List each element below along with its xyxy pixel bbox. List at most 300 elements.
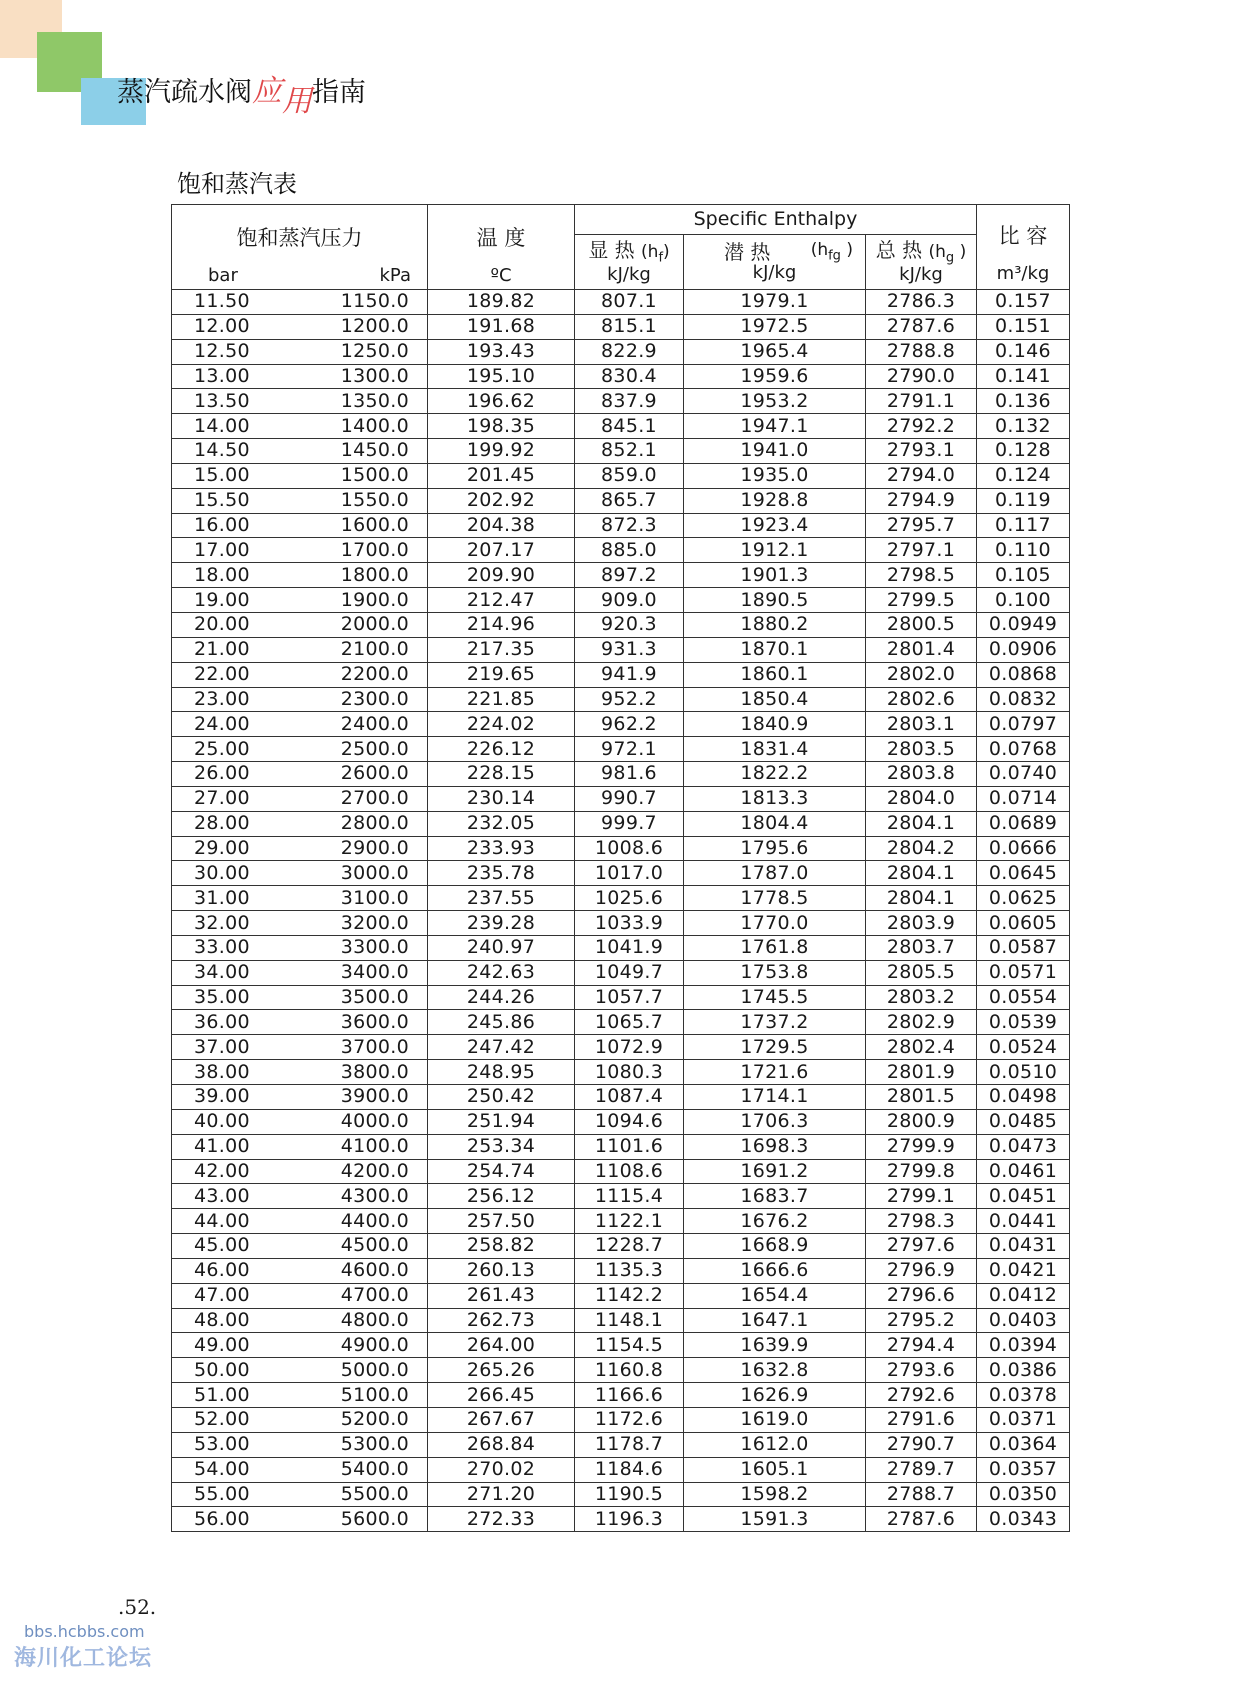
cell-pressure (172, 985, 428, 1010)
header-hg-sym: (h (928, 241, 946, 262)
cell-kpa: 4200.0 (340, 1159, 409, 1182)
table-row (172, 612, 1070, 637)
table-row (172, 985, 1070, 1010)
table-row (172, 1507, 1070, 1532)
cell-temp: 193.43 (428, 339, 575, 364)
cell-hg: 2798.3 (866, 1209, 977, 1234)
cell-hfg: 1598.2 (684, 1482, 866, 1507)
cell-hg: 2794.9 (866, 488, 977, 513)
cell-hfg: 1691.2 (684, 1159, 866, 1184)
cell-hg: 2804.1 (866, 861, 977, 886)
cell-hf: 872.3 (575, 513, 684, 538)
cell-hf: 909.0 (575, 588, 684, 613)
cell-hf: 865.7 (575, 488, 684, 513)
cell-temp: 266.45 (428, 1383, 575, 1408)
cell-hg: 2799.5 (866, 588, 977, 613)
cell-bar: 35.00 (194, 986, 250, 1009)
table-row (172, 1184, 1070, 1209)
cell-pressure (172, 1407, 428, 1432)
cell-pressure (172, 712, 428, 737)
cell-volume: 0.0378 (977, 1383, 1070, 1408)
table-row (172, 712, 1070, 737)
cell-bar: 28.00 (194, 812, 250, 835)
table-row (172, 737, 1070, 762)
cell-kpa: 1550.0 (340, 489, 409, 512)
cell-pressure (172, 1159, 428, 1184)
cell-hfg: 1912.1 (684, 538, 866, 563)
table-row (172, 1283, 1070, 1308)
cell-hf: 1049.7 (575, 960, 684, 985)
cell-kpa: 3300.0 (340, 936, 409, 959)
cell-hf: 1101.6 (575, 1134, 684, 1159)
cell-volume: 0.0689 (977, 811, 1070, 836)
header-pressure-label: 饱和蒸汽压力 (236, 225, 363, 250)
cell-hf: 815.1 (575, 314, 684, 339)
cell-volume: 0.0571 (977, 960, 1070, 985)
cell-hfg: 1972.5 (684, 314, 866, 339)
cell-hg: 2802.6 (866, 687, 977, 712)
cell-hfg: 1612.0 (684, 1432, 866, 1457)
cell-temp: 262.73 (428, 1308, 575, 1333)
header-hg-label: 总 热 (875, 237, 923, 262)
cell-pressure (172, 339, 428, 364)
cell-kpa: 1800.0 (340, 563, 409, 586)
cell-kpa: 3100.0 (340, 886, 409, 909)
cell-bar: 23.00 (194, 687, 250, 710)
cell-bar: 54.00 (194, 1458, 250, 1481)
header-unit-hf: kJ/kg (607, 264, 651, 286)
cell-hf: 1057.7 (575, 985, 684, 1010)
cell-bar: 43.00 (194, 1184, 250, 1207)
cell-volume: 0.0868 (977, 662, 1070, 687)
cell-pressure (172, 1085, 428, 1110)
cell-hf: 859.0 (575, 463, 684, 488)
table-row (172, 389, 1070, 414)
table-row (172, 1035, 1070, 1060)
cell-hfg: 1787.0 (684, 861, 866, 886)
cell-bar: 39.00 (194, 1085, 250, 1108)
cell-pressure (172, 911, 428, 936)
table-row (172, 513, 1070, 538)
cell-hfg: 1721.6 (684, 1060, 866, 1085)
cell-temp: 244.26 (428, 985, 575, 1010)
cell-temp: 214.96 (428, 612, 575, 637)
cell-hfg: 1647.1 (684, 1308, 866, 1333)
table-row (172, 588, 1070, 613)
header-unit-hg: kJ/kg (899, 264, 943, 286)
cell-bar: 22.00 (194, 663, 250, 686)
cell-hfg: 1654.4 (684, 1283, 866, 1308)
cell-kpa: 5600.0 (340, 1507, 409, 1530)
table-row (172, 836, 1070, 861)
cell-kpa: 4500.0 (340, 1234, 409, 1257)
table-row (172, 1060, 1070, 1085)
cell-temp: 202.92 (428, 488, 575, 513)
cell-temp: 264.00 (428, 1333, 575, 1358)
cell-pressure (172, 389, 428, 414)
table-row (172, 364, 1070, 389)
cell-temp: 221.85 (428, 687, 575, 712)
cell-hg: 2804.1 (866, 811, 977, 836)
cell-kpa: 2100.0 (340, 638, 409, 661)
cell-hfg: 1870.1 (684, 637, 866, 662)
cell-temp: 270.02 (428, 1457, 575, 1482)
cell-kpa: 2900.0 (340, 836, 409, 859)
table-row (172, 563, 1070, 588)
cell-hfg: 1935.0 (684, 463, 866, 488)
cell-volume: 0.132 (977, 414, 1070, 439)
cell-temp: 251.94 (428, 1109, 575, 1134)
cell-hfg: 1666.6 (684, 1258, 866, 1283)
cell-pressure (172, 687, 428, 712)
header-unit-bar: bar (208, 264, 238, 286)
cell-bar: 56.00 (194, 1507, 250, 1530)
cell-bar: 45.00 (194, 1234, 250, 1257)
cell-pressure (172, 1184, 428, 1209)
cell-hf: 1184.6 (575, 1457, 684, 1482)
cell-hfg: 1683.7 (684, 1184, 866, 1209)
table-row (172, 861, 1070, 886)
cell-volume: 0.0740 (977, 762, 1070, 787)
cell-kpa: 3600.0 (340, 1010, 409, 1033)
cell-volume: 0.0524 (977, 1035, 1070, 1060)
cell-hf: 1196.3 (575, 1507, 684, 1532)
cell-volume: 0.0441 (977, 1209, 1070, 1234)
cell-hf: 1072.9 (575, 1035, 684, 1060)
cell-hg: 2787.6 (866, 314, 977, 339)
cell-temp: 254.74 (428, 1159, 575, 1184)
cell-bar: 31.00 (194, 886, 250, 909)
cell-pressure (172, 513, 428, 538)
cell-pressure (172, 1457, 428, 1482)
cell-volume: 0.151 (977, 314, 1070, 339)
cell-hg: 2797.6 (866, 1234, 977, 1259)
cell-pressure (172, 414, 428, 439)
cell-hg: 2794.0 (866, 463, 977, 488)
cell-kpa: 1200.0 (340, 315, 409, 338)
cell-bar: 42.00 (194, 1159, 250, 1182)
cell-bar: 11.50 (194, 290, 250, 313)
cell-kpa: 2200.0 (340, 663, 409, 686)
cell-hf: 999.7 (575, 811, 684, 836)
cell-hg: 2804.2 (866, 836, 977, 861)
cell-pressure (172, 314, 428, 339)
cell-hg: 2787.6 (866, 1507, 977, 1532)
cell-pressure (172, 1209, 428, 1234)
cell-hf: 931.3 (575, 637, 684, 662)
cell-hg: 2801.9 (866, 1060, 977, 1085)
cell-temp: 217.35 (428, 637, 575, 662)
cell-hg: 2796.9 (866, 1258, 977, 1283)
cell-kpa: 5300.0 (340, 1433, 409, 1456)
cell-pressure (172, 762, 428, 787)
cell-temp: 230.14 (428, 786, 575, 811)
book-title-script-2: 用 (282, 84, 312, 119)
cell-temp: 257.50 (428, 1209, 575, 1234)
cell-hg: 2802.0 (866, 662, 977, 687)
cell-temp: 271.20 (428, 1482, 575, 1507)
table-row (172, 439, 1070, 464)
cell-kpa: 3000.0 (340, 861, 409, 884)
cell-hg: 2790.0 (866, 364, 977, 389)
cell-pressure (172, 886, 428, 911)
cell-temp: 267.67 (428, 1407, 575, 1432)
cell-pressure (172, 1109, 428, 1134)
cell-kpa: 2700.0 (340, 787, 409, 810)
table-row (172, 1358, 1070, 1383)
cell-bar: 27.00 (194, 787, 250, 810)
cell-bar: 20.00 (194, 613, 250, 636)
cell-pressure (172, 1308, 428, 1333)
cell-kpa: 3800.0 (340, 1060, 409, 1083)
cell-hf: 990.7 (575, 786, 684, 811)
cell-hfg: 1619.0 (684, 1407, 866, 1432)
cell-volume: 0.0485 (977, 1109, 1070, 1134)
cell-hf: 1041.9 (575, 935, 684, 960)
cell-temp: 209.90 (428, 563, 575, 588)
cell-volume: 0.0949 (977, 612, 1070, 637)
cell-volume: 0.0510 (977, 1060, 1070, 1085)
watermark-url: bbs.hcbbs.com (24, 1622, 145, 1641)
header-hfg-sym: (h (810, 239, 829, 260)
cell-hg: 2801.4 (866, 637, 977, 662)
table-row (172, 911, 1070, 936)
cell-hf: 1190.5 (575, 1482, 684, 1507)
cell-hfg: 1639.9 (684, 1333, 866, 1358)
cell-volume: 0.0364 (977, 1432, 1070, 1457)
cell-pressure (172, 935, 428, 960)
table-row (172, 886, 1070, 911)
cell-pressure (172, 1383, 428, 1408)
cell-bar: 13.50 (194, 389, 250, 412)
cell-kpa: 1450.0 (340, 439, 409, 462)
cell-pressure (172, 662, 428, 687)
cell-temp: 239.28 (428, 911, 575, 936)
cell-hg: 2797.1 (866, 538, 977, 563)
cell-temp: 272.33 (428, 1507, 575, 1532)
cell-volume: 0.0906 (977, 637, 1070, 662)
cell-bar: 33.00 (194, 936, 250, 959)
cell-bar: 14.50 (194, 439, 250, 462)
cell-temp: 247.42 (428, 1035, 575, 1060)
cell-hf: 1148.1 (575, 1308, 684, 1333)
cell-hf: 1122.1 (575, 1209, 684, 1234)
header-hf-sub: f (658, 250, 664, 266)
cell-bar: 40.00 (194, 1110, 250, 1133)
cell-hf: 1172.6 (575, 1407, 684, 1432)
cell-hfg: 1959.6 (684, 364, 866, 389)
cell-hfg: 1822.2 (684, 762, 866, 787)
cell-temp: 235.78 (428, 861, 575, 886)
table-row (172, 662, 1070, 687)
book-title-end: 指南 (312, 77, 366, 108)
header-unit-volume: m³/kg (996, 262, 1050, 284)
cell-hfg: 1770.0 (684, 911, 866, 936)
cell-bar: 30.00 (194, 861, 250, 884)
cell-bar: 18.00 (194, 563, 250, 586)
cell-volume: 0.0587 (977, 935, 1070, 960)
header-unit-hfg: kJ/kg (752, 262, 797, 284)
cell-hg: 2802.4 (866, 1035, 977, 1060)
book-title-main: 蒸汽疏水阀 (117, 77, 252, 108)
cell-bar: 51.00 (194, 1383, 250, 1406)
cell-volume: 0.0461 (977, 1159, 1070, 1184)
watermark-name: 海川化工论坛 (14, 1646, 153, 1671)
cell-hf: 897.2 (575, 563, 684, 588)
cell-hfg: 1947.1 (684, 414, 866, 439)
cell-temp: 196.62 (428, 389, 575, 414)
cell-pressure (172, 612, 428, 637)
cell-hfg: 1753.8 (684, 960, 866, 985)
cell-volume: 0.0605 (977, 911, 1070, 936)
table-row (172, 339, 1070, 364)
table-row (172, 960, 1070, 985)
cell-pressure (172, 364, 428, 389)
header-hfg-sub: fg (828, 248, 841, 264)
cell-kpa: 1300.0 (340, 364, 409, 387)
cell-hg: 2798.5 (866, 563, 977, 588)
cell-bar: 25.00 (194, 737, 250, 760)
cell-kpa: 5200.0 (340, 1408, 409, 1431)
cell-hfg: 1880.2 (684, 612, 866, 637)
cell-volume: 0.0431 (977, 1234, 1070, 1259)
cell-temp: 242.63 (428, 960, 575, 985)
table-row (172, 1457, 1070, 1482)
table-row (172, 1308, 1070, 1333)
cell-kpa: 1700.0 (340, 538, 409, 561)
table-row (172, 811, 1070, 836)
cell-kpa: 2000.0 (340, 613, 409, 636)
cell-hf: 1087.4 (575, 1085, 684, 1110)
cell-temp: 258.82 (428, 1234, 575, 1259)
cell-bar: 46.00 (194, 1259, 250, 1282)
cell-volume: 0.0371 (977, 1407, 1070, 1432)
cell-hfg: 1737.2 (684, 1010, 866, 1035)
cell-hfg: 1840.9 (684, 712, 866, 737)
cell-hg: 2803.8 (866, 762, 977, 787)
header-hg-sub: g (945, 250, 955, 266)
cell-temp: 261.43 (428, 1283, 575, 1308)
cell-kpa: 1400.0 (340, 414, 409, 437)
cell-hg: 2803.2 (866, 985, 977, 1010)
cell-hf: 962.2 (575, 712, 684, 737)
cell-kpa: 3900.0 (340, 1085, 409, 1108)
cell-kpa: 4400.0 (340, 1209, 409, 1232)
cell-volume: 0.0645 (977, 861, 1070, 886)
cell-temp: 268.84 (428, 1432, 575, 1457)
table-row (172, 687, 1070, 712)
cell-temp: 265.26 (428, 1358, 575, 1383)
cell-bar: 55.00 (194, 1482, 250, 1505)
cell-kpa: 2400.0 (340, 712, 409, 735)
cell-kpa: 5100.0 (340, 1383, 409, 1406)
cell-hg: 2805.5 (866, 960, 977, 985)
cell-hf: 1017.0 (575, 861, 684, 886)
cell-bar: 19.00 (194, 588, 250, 611)
cell-hf: 1178.7 (575, 1432, 684, 1457)
cell-pressure (172, 1482, 428, 1507)
cell-volume: 0.0343 (977, 1507, 1070, 1532)
cell-temp: 245.86 (428, 1010, 575, 1035)
cell-volume: 0.141 (977, 364, 1070, 389)
cell-hg: 2799.1 (866, 1184, 977, 1209)
cell-bar: 50.00 (194, 1358, 250, 1381)
cell-hf: 1080.3 (575, 1060, 684, 1085)
cell-pressure (172, 1035, 428, 1060)
cell-volume: 0.0357 (977, 1457, 1070, 1482)
cell-hg: 2793.1 (866, 439, 977, 464)
cell-volume: 0.146 (977, 339, 1070, 364)
cell-volume: 0.0539 (977, 1010, 1070, 1035)
cell-hf: 920.3 (575, 612, 684, 637)
cell-hf: 1094.6 (575, 1109, 684, 1134)
cell-hfg: 1953.2 (684, 389, 866, 414)
cell-hfg: 1831.4 (684, 737, 866, 762)
cell-hg: 2796.6 (866, 1283, 977, 1308)
cell-kpa: 3400.0 (340, 961, 409, 984)
table-row (172, 935, 1070, 960)
cell-volume: 0.136 (977, 389, 1070, 414)
cell-hfg: 1729.5 (684, 1035, 866, 1060)
cell-volume: 0.0412 (977, 1283, 1070, 1308)
cell-temp: 195.10 (428, 364, 575, 389)
cell-hg: 2804.1 (866, 886, 977, 911)
cell-temp: 248.95 (428, 1060, 575, 1085)
cell-volume: 0.0666 (977, 836, 1070, 861)
cell-hf: 952.2 (575, 687, 684, 712)
cell-bar: 15.00 (194, 464, 250, 487)
cell-hf: 981.6 (575, 762, 684, 787)
book-title-script-1: 应 (252, 74, 282, 109)
header-hf: 显 热 $(h_f)$ kJ/kg (575, 235, 684, 290)
cell-hf: 807.1 (575, 290, 684, 315)
cell-hf: 1228.7 (575, 1234, 684, 1259)
cell-hf: 941.9 (575, 662, 684, 687)
cell-volume: 0.119 (977, 488, 1070, 513)
cell-pressure (172, 1010, 428, 1035)
cell-pressure (172, 290, 428, 315)
cell-kpa: 1500.0 (340, 464, 409, 487)
cell-hfg: 1676.2 (684, 1209, 866, 1234)
cell-bar: 41.00 (194, 1135, 250, 1158)
header-pressure (172, 205, 428, 290)
cell-kpa: 2500.0 (340, 737, 409, 760)
cell-bar: 52.00 (194, 1408, 250, 1431)
cell-hg: 2790.7 (866, 1432, 977, 1457)
cell-volume: 0.0714 (977, 786, 1070, 811)
cell-volume: 0.0421 (977, 1258, 1070, 1283)
cell-temp: 240.97 (428, 935, 575, 960)
cell-pressure (172, 1432, 428, 1457)
cell-bar: 37.00 (194, 1035, 250, 1058)
cell-volume: 0.0832 (977, 687, 1070, 712)
cell-hg: 2789.7 (866, 1457, 977, 1482)
header-temp (428, 205, 575, 290)
cell-hg: 2788.8 (866, 339, 977, 364)
cell-pressure (172, 1283, 428, 1308)
steam-table (171, 204, 1070, 1532)
cell-pressure (172, 1358, 428, 1383)
table-row (172, 1407, 1070, 1432)
header-temp-label: 温 度 (476, 225, 526, 250)
cell-pressure (172, 737, 428, 762)
cell-hf: 845.1 (575, 414, 684, 439)
cell-hg: 2800.9 (866, 1109, 977, 1134)
cell-kpa: 1150.0 (340, 290, 409, 313)
cell-hf: 1108.6 (575, 1159, 684, 1184)
cell-temp: 204.38 (428, 513, 575, 538)
cell-volume: 0.105 (977, 563, 1070, 588)
